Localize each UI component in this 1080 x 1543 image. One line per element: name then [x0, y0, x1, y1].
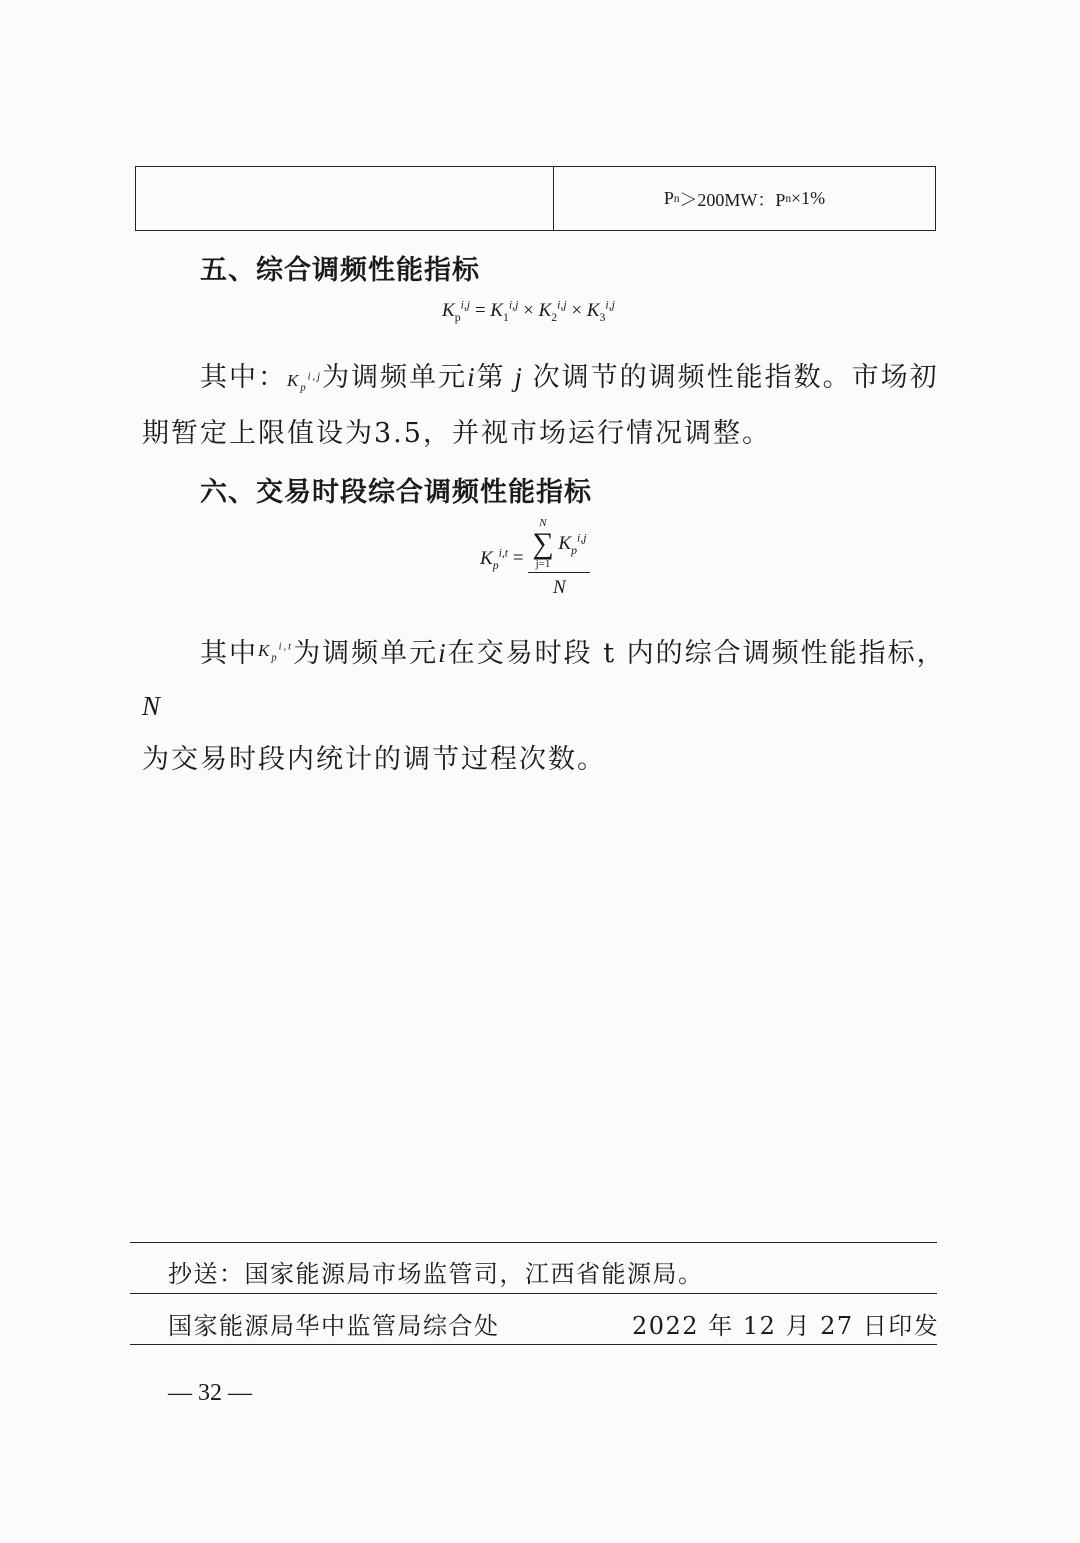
section5-text-c: 第 [476, 362, 506, 393]
section5-text-b: 为调频单元 [322, 362, 468, 393]
table-cell-right: P n ＞200MW：P n ×1% [663, 188, 826, 210]
section5-text-line2: 期暂定上限值设为3.5，并视市场运行情况调整。 [142, 418, 771, 449]
section6-heading: 六、交易时段综合调频性能指标 [200, 477, 592, 508]
section6-text-line2: 为交易时段内统计的调节过程次数。 [142, 744, 606, 775]
page-number: — 32 — [168, 1380, 252, 1406]
footer-rule-mid [130, 1293, 937, 1294]
footer-issuer: 国家能源局华中监管局综合处 [168, 1312, 500, 1340]
section6-text-c: 在交易时段 t 内的综合调频性能指标， [447, 638, 946, 669]
section6-text-a: 其中 [200, 638, 258, 669]
section5-text-a: 其中： [200, 362, 287, 393]
formula-kp-period: $K_p^{i,t}$ = N ∑ j=1 $K_p^{i,j}$ N [480, 518, 590, 599]
section6-text-b: 为调频单元 [293, 638, 439, 669]
section5-paragraph: 其中：$K_p^{i,j}$为调频单元i第 j 次调节的调频性能指数。市场初 期暂定上限值设为3.5，并视市场运行情况调整。 [142, 362, 939, 449]
section6-text-d: N [142, 691, 163, 721]
table-fragment [135, 166, 936, 231]
footer-cc: 抄送：国家能源局市场监管司，江西省能源局。 [168, 1260, 704, 1288]
footer-rule-bottom [130, 1344, 937, 1345]
section5-text-d: 次调节的调频性能指数。市场初 [532, 362, 939, 393]
footer-date: 2022 年 12 月 27 日印发 [632, 1312, 940, 1340]
section6-paragraph: 其中$^{K_p^{i,t}}$为调频单元i在交易时段 t 内的综合调频性能指标，N 为交易时段内统计的调节过程次数。 [142, 638, 946, 775]
section5-heading: 五、综合调频性能指标 [200, 255, 480, 286]
formula-kp: $K_p^{i,j} = K_1^{i,j} \times K_2^{i,j} \times K_3^{i,j}$ [442, 298, 615, 324]
footer-rule-top [130, 1242, 937, 1243]
